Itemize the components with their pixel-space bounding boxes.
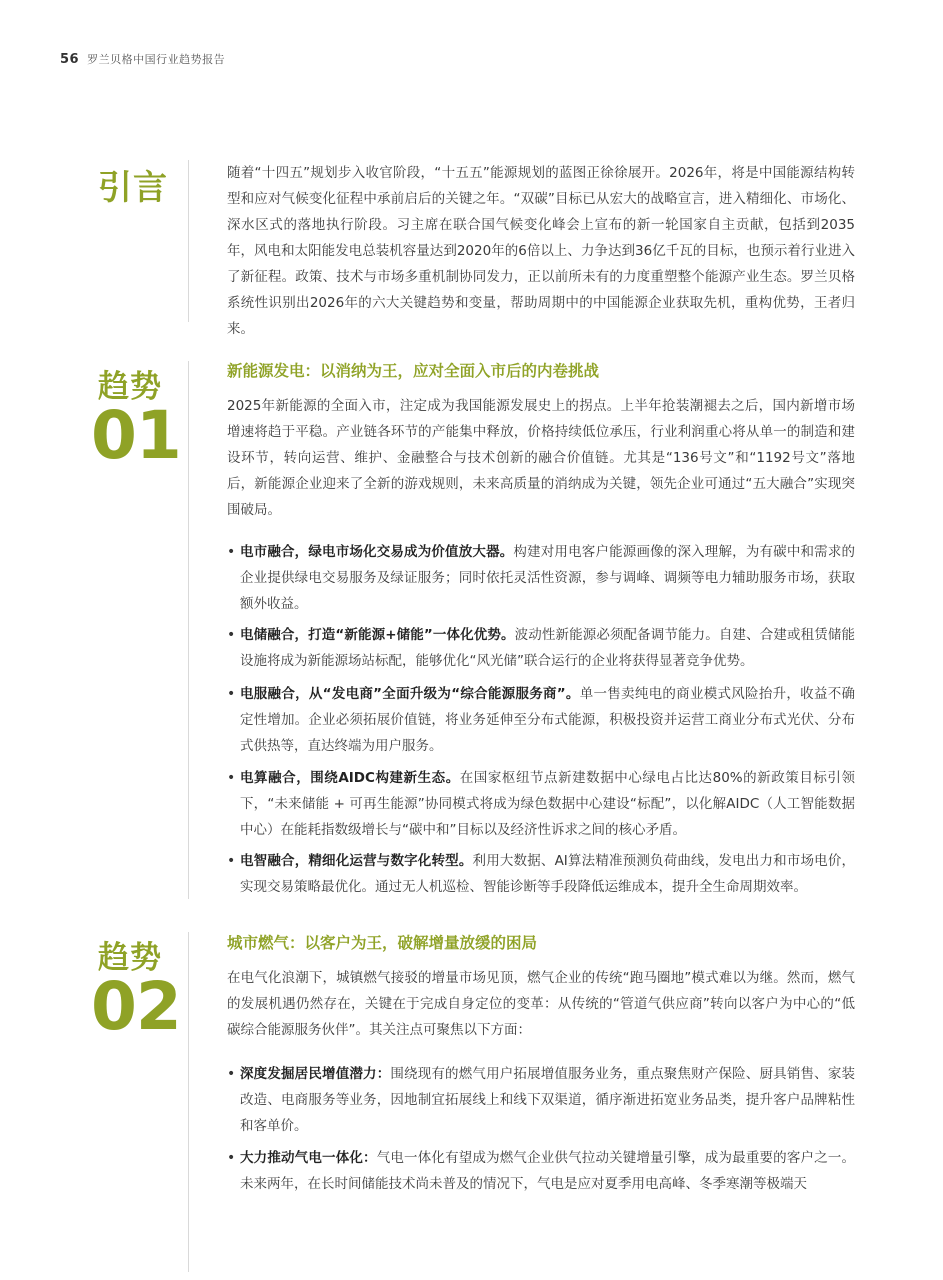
trend1-bullet xyxy=(227,622,855,674)
bullet-lead: 电市融合，绿电市场化交易成为价值放大器。 xyxy=(240,544,514,560)
intro-body: 随着“十四五”规划步入收官阶段，“十五五”能源规划的蓝图正徐徐展开。2026年，将是中国能源结构转型和应对气候变化征程中承前启后的关键之年。“双碳”目标已从宏大的战略宣言，进入精细化、市场化、深水区式的落地执行阶段。习主席在联合国气候变化峰会上宣布的新一轮国家自主贡献，包括到2035年，风电和太阳能发电总装机容量达到2020年的6倍以上、力争达到36亿千瓦的目标，也预示着行业进入了新征程。政策、技术与市场多重机制协同发力，正以前所未有的力度重塑整个能源产业生态。罗兰贝格系统性识别出2026年的六大关键趋势和变量，帮助周期中的中国能源企业获取先机，重构优势，王者归来。 xyxy=(227,165,855,337)
bullet-dot: • xyxy=(227,770,236,786)
bullet-text: 波动性新能源必须配备调节能力。自建、合建或租赁储能设施将成为新能源场站标配，能够优化“风光储”联合运行的企业将获得显著竞争优势。 xyxy=(240,627,855,669)
page-header xyxy=(60,51,225,67)
intro-divider xyxy=(188,160,189,322)
bullet-lead: 深度发掘居民增值潜力： xyxy=(240,1066,391,1082)
bullet-dot: • xyxy=(227,686,236,702)
bullet-text: 在国家枢纽节点新建数据中心绿电占比达80%的新政策目标引领下，“未来储能 + 可再生能源”协同模式将成为绿色数据中心建设“标配”，以化解AIDC（人工智能数据中心）在能耗指数级增长与“碳中和”目标以及经济性诉求之间的核心矛盾。 xyxy=(240,770,855,838)
page-number: 56 xyxy=(60,52,80,67)
bullet-text: 气电一体化有望成为燃气企业供气拉动关键增量引擎，成为最重要的客户之一。未来两年，在长时间储能技术尚未普及的情况下，气电是应对夏季用电高峰、冬季寒潮等极端天 xyxy=(240,1150,856,1192)
bullet-text: 单一售卖纯电的商业模式风险抬升，收益不确定性增加。企业必须拓展价值链，将业务延伸至分布式能源，积极投资并运营工商业分布式光伏、分布式供热等，直达终端为用户服务。 xyxy=(240,686,855,754)
trend1-bullet xyxy=(227,848,855,900)
trend1-body: 2025年新能源的全面入市，注定成为我国能源发展史上的拐点。上半年抢装潮褪去之后，国内新增市场增速将趋于平稳。产业链各环节的产能集中释放，价格持续低位承压，行业利润重心将从单一的制造和建设环节，转向运营、维护、金融整合与技术创新的融合价值链。尤其是“136号文”和“1192号文”落地后，新能源企业迎来了全新的游戏规则，未来高质量的消纳成为关键，领先企业可通过“五大融合”实现突围破局。 xyxy=(227,398,855,518)
trend2-bullet xyxy=(227,1145,855,1197)
trend2-number: 02 xyxy=(91,968,181,1045)
bullet-lead: 大力推动气电一体化： xyxy=(240,1150,377,1166)
intro-label: 引言 xyxy=(98,168,168,208)
trend1-bullet xyxy=(227,681,855,759)
bullet-dot: • xyxy=(227,853,236,869)
trend1-title: 新能源发电：以消纳为王，应对全面入市后的内卷挑战 xyxy=(227,362,600,380)
bullet-text: 构建对用电客户能源画像的深入理解，为有碳中和需求的企业提供绿电交易服务及绿证服务；同时依托灵活性资源，参与调峰、调频等电力辅助服务市场，获取额外收益。 xyxy=(240,544,856,612)
trend1-label: 趋势 xyxy=(98,369,162,405)
bullet-dot: • xyxy=(227,544,236,560)
trend2-label: 趋势 xyxy=(98,940,162,976)
bullet-text: 利用大数据、AI算法精准预测负荷曲线，发电出力和市场电价，实现交易策略最优化。通过无人机巡检、智能诊断等手段降低运维成本，提升全生命周期效率。 xyxy=(240,853,856,895)
bullet-lead: 电服融合，从“发电商”全面升级为“综合能源服务商”。 xyxy=(240,686,580,702)
trend2-bullet xyxy=(227,1061,855,1139)
trend1-number: 01 xyxy=(91,397,181,474)
bullet-dot: • xyxy=(227,1066,236,1082)
bullet-text: 围绕现有的燃气用户拓展增值服务业务，重点聚焦财产保险、厨具销售、家装改造、电商服务等业务，因地制宜拓展线上和线下双渠道，循序渐进拓宽业务品类，提升客户品牌粘性和客单价。 xyxy=(240,1066,855,1134)
bullet-lead: 电算融合，围绕AIDC构建新生态。 xyxy=(240,770,460,786)
trend2-body: 在电气化浪潮下，城镇燃气接驳的增量市场见顶，燃气企业的传统“跑马圈地”模式难以为继。然而，燃气的发展机遇仍然存在，关键在于完成自身定位的变革：从传统的“管道气供应商”转向以客户为中心的“低碳综合能源服务伙伴”。其关注点可聚焦以下方面： xyxy=(227,970,855,1038)
bullet-lead: 电储融合，打造“新能源+储能”一体化优势。 xyxy=(240,627,515,643)
trend1-bullet xyxy=(227,765,855,843)
trend1-section xyxy=(227,393,855,523)
bullet-dot: • xyxy=(227,627,236,643)
trend1-divider xyxy=(188,361,189,899)
bullet-lead: 电智融合，精细化运营与数字化转型。 xyxy=(240,853,473,869)
intro-section xyxy=(227,160,855,342)
trend1-bullet xyxy=(227,539,855,617)
bullet-dot: • xyxy=(227,1150,236,1166)
trend2-section xyxy=(227,965,855,1043)
trend2-divider xyxy=(188,932,189,1272)
trend2-title: 城市燃气：以客户为王，破解增量放缓的困局 xyxy=(227,934,538,952)
report-title: 罗兰贝格中国行业趋势报告 xyxy=(87,53,226,66)
